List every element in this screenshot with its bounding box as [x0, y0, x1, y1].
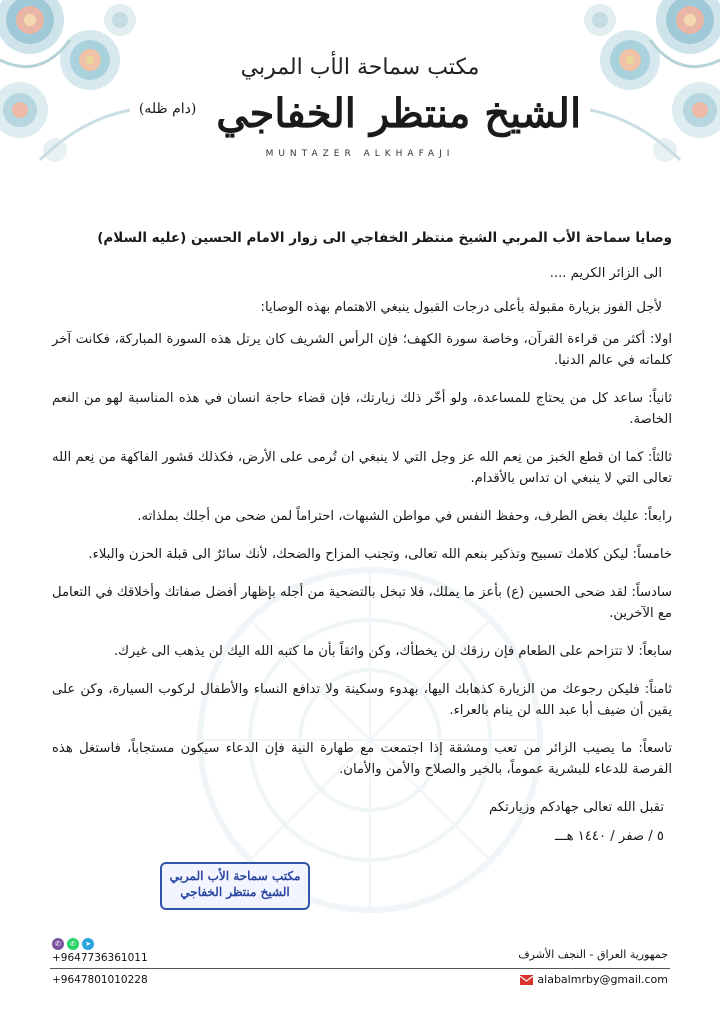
advice-item-6: سادساً: لقد ضحى الحسين (ع) بأعز ما يملك، فلا تبخل بالتضحية من أجله بإظهار أفضل صفاتك وأخلاقك في التعامل مع الآخرين. [52, 585, 672, 621]
sheikh-name [0, 90, 720, 137]
footer-divider [50, 968, 670, 969]
advice-item-9: تاسعاً: ما يصيب الزائر من تعب ومشقة إذا اجتمعت مع طهارة النية فإن الدعاء سيكون مستجاباً، فاستغل هذه الفرصة للدعاء للبشرية عموماً، بالخير والصلاح والأمن والأمان. [52, 741, 672, 777]
letterhead [0, 55, 720, 159]
office-title: مكتب سماحة الأب المربي [240, 55, 480, 80]
messaging-icons [52, 938, 148, 950]
advice-item-7: سابعاً: لا تتزاحم على الطعام فإن رزقك لن يخطأك، وكن واثقاً بأن ما كتبه الله اليك لن يذهب الى غيرك. [113, 644, 672, 659]
greeting: الى الزائر الكريم .... [549, 266, 662, 281]
advice-item-8: ثامناً: فليكن رجوعك من الزيارة كذهابك اليها، بهدوء وسكينة ولا تدافع النساء والأطفال لركوب السيارة، وكن على يقين أن ضيف أبا عبد الله لن ينام بالعراء. [52, 682, 672, 718]
honorific: (دام ظله) [138, 100, 197, 117]
document-date: ٥ / صفر / ١٤٤٠ هـــ [555, 829, 664, 844]
mail-icon [520, 975, 533, 984]
footer-address: جمهورية العراق - النجف الأشرف [518, 948, 668, 961]
viber-icon: ✆ [52, 938, 64, 950]
intro-paragraph: لأجل الفوز بزيارة مقبولة بأعلى درجات القبول ينبغي الاهتمام بهذه الوصايا: [260, 300, 662, 315]
closing-line: تقبل الله تعالى جهادكم وزيارتكم [489, 800, 664, 815]
document-title: وصايا سماحة الأب المربي الشيخ منتظر الخفاجي الى زوار الامام الحسين (عليه السلام) [97, 230, 672, 246]
advice-item-1: اولا: أكثر من قراءة القرآن، وخاصة سورة الكهف؛ فإن الرأس الشريف كان يرتل هذه السورة المباركة، فكانت آخر كلماته في عالم الدنيا. [52, 332, 672, 368]
email-address[interactable]: alabalmrby@gmail.com [537, 973, 668, 986]
advice-item-5: خامساً: ليكن كلامك تسبيح وتذكير بنعم الله تعالى، وتجنب المزاح والضحك، لأنك سائرٌ الى قبلة الحزن والبلاء. [88, 547, 672, 562]
stamp-line-2: الشيخ منتظر الخفاجي [180, 885, 290, 899]
advice-item-4: رابعاً: عليك بغض الطرف، وحفظ النفس في مواطن الشبهات، احتراماً لمن ضحى من أجلك بملذاته. [137, 509, 672, 524]
sheikh-name-text: الشيخ منتظر الخفاجي [216, 90, 582, 137]
document-body [52, 228, 672, 847]
stamp-line-1: مكتب سماحة الأب المربي [169, 869, 301, 883]
phone-number-1[interactable]: +9647736361011 [52, 952, 148, 964]
footer-phones [52, 938, 148, 986]
phone-number-2[interactable]: +9647801010228 [52, 974, 148, 986]
footer-email[interactable] [520, 973, 668, 986]
whatsapp-icon: ✆ [67, 938, 79, 950]
latin-name: MUNTAZER ALKHAFAJI [265, 149, 455, 159]
advice-item-3: ثالثاً: كما ان قطع الخبز من نِعم الله عز وجل التي لا ينبغي ان تُرمى على الأرض، فكذلك قشور الفاكهة من نِعم الله تعالى التي لا ينبغي ان تداس بالأقدام. [52, 450, 672, 486]
advice-item-2: ثانياً: ساعد كل من يحتاج للمساعدة، ولو أخّر ذلك زيارتك، فإن قضاء حاجة انسان في هذه المناسبة لهو من النعم الخاصة. [52, 391, 672, 427]
office-stamp [160, 862, 310, 910]
telegram-icon: ➤ [82, 938, 94, 950]
